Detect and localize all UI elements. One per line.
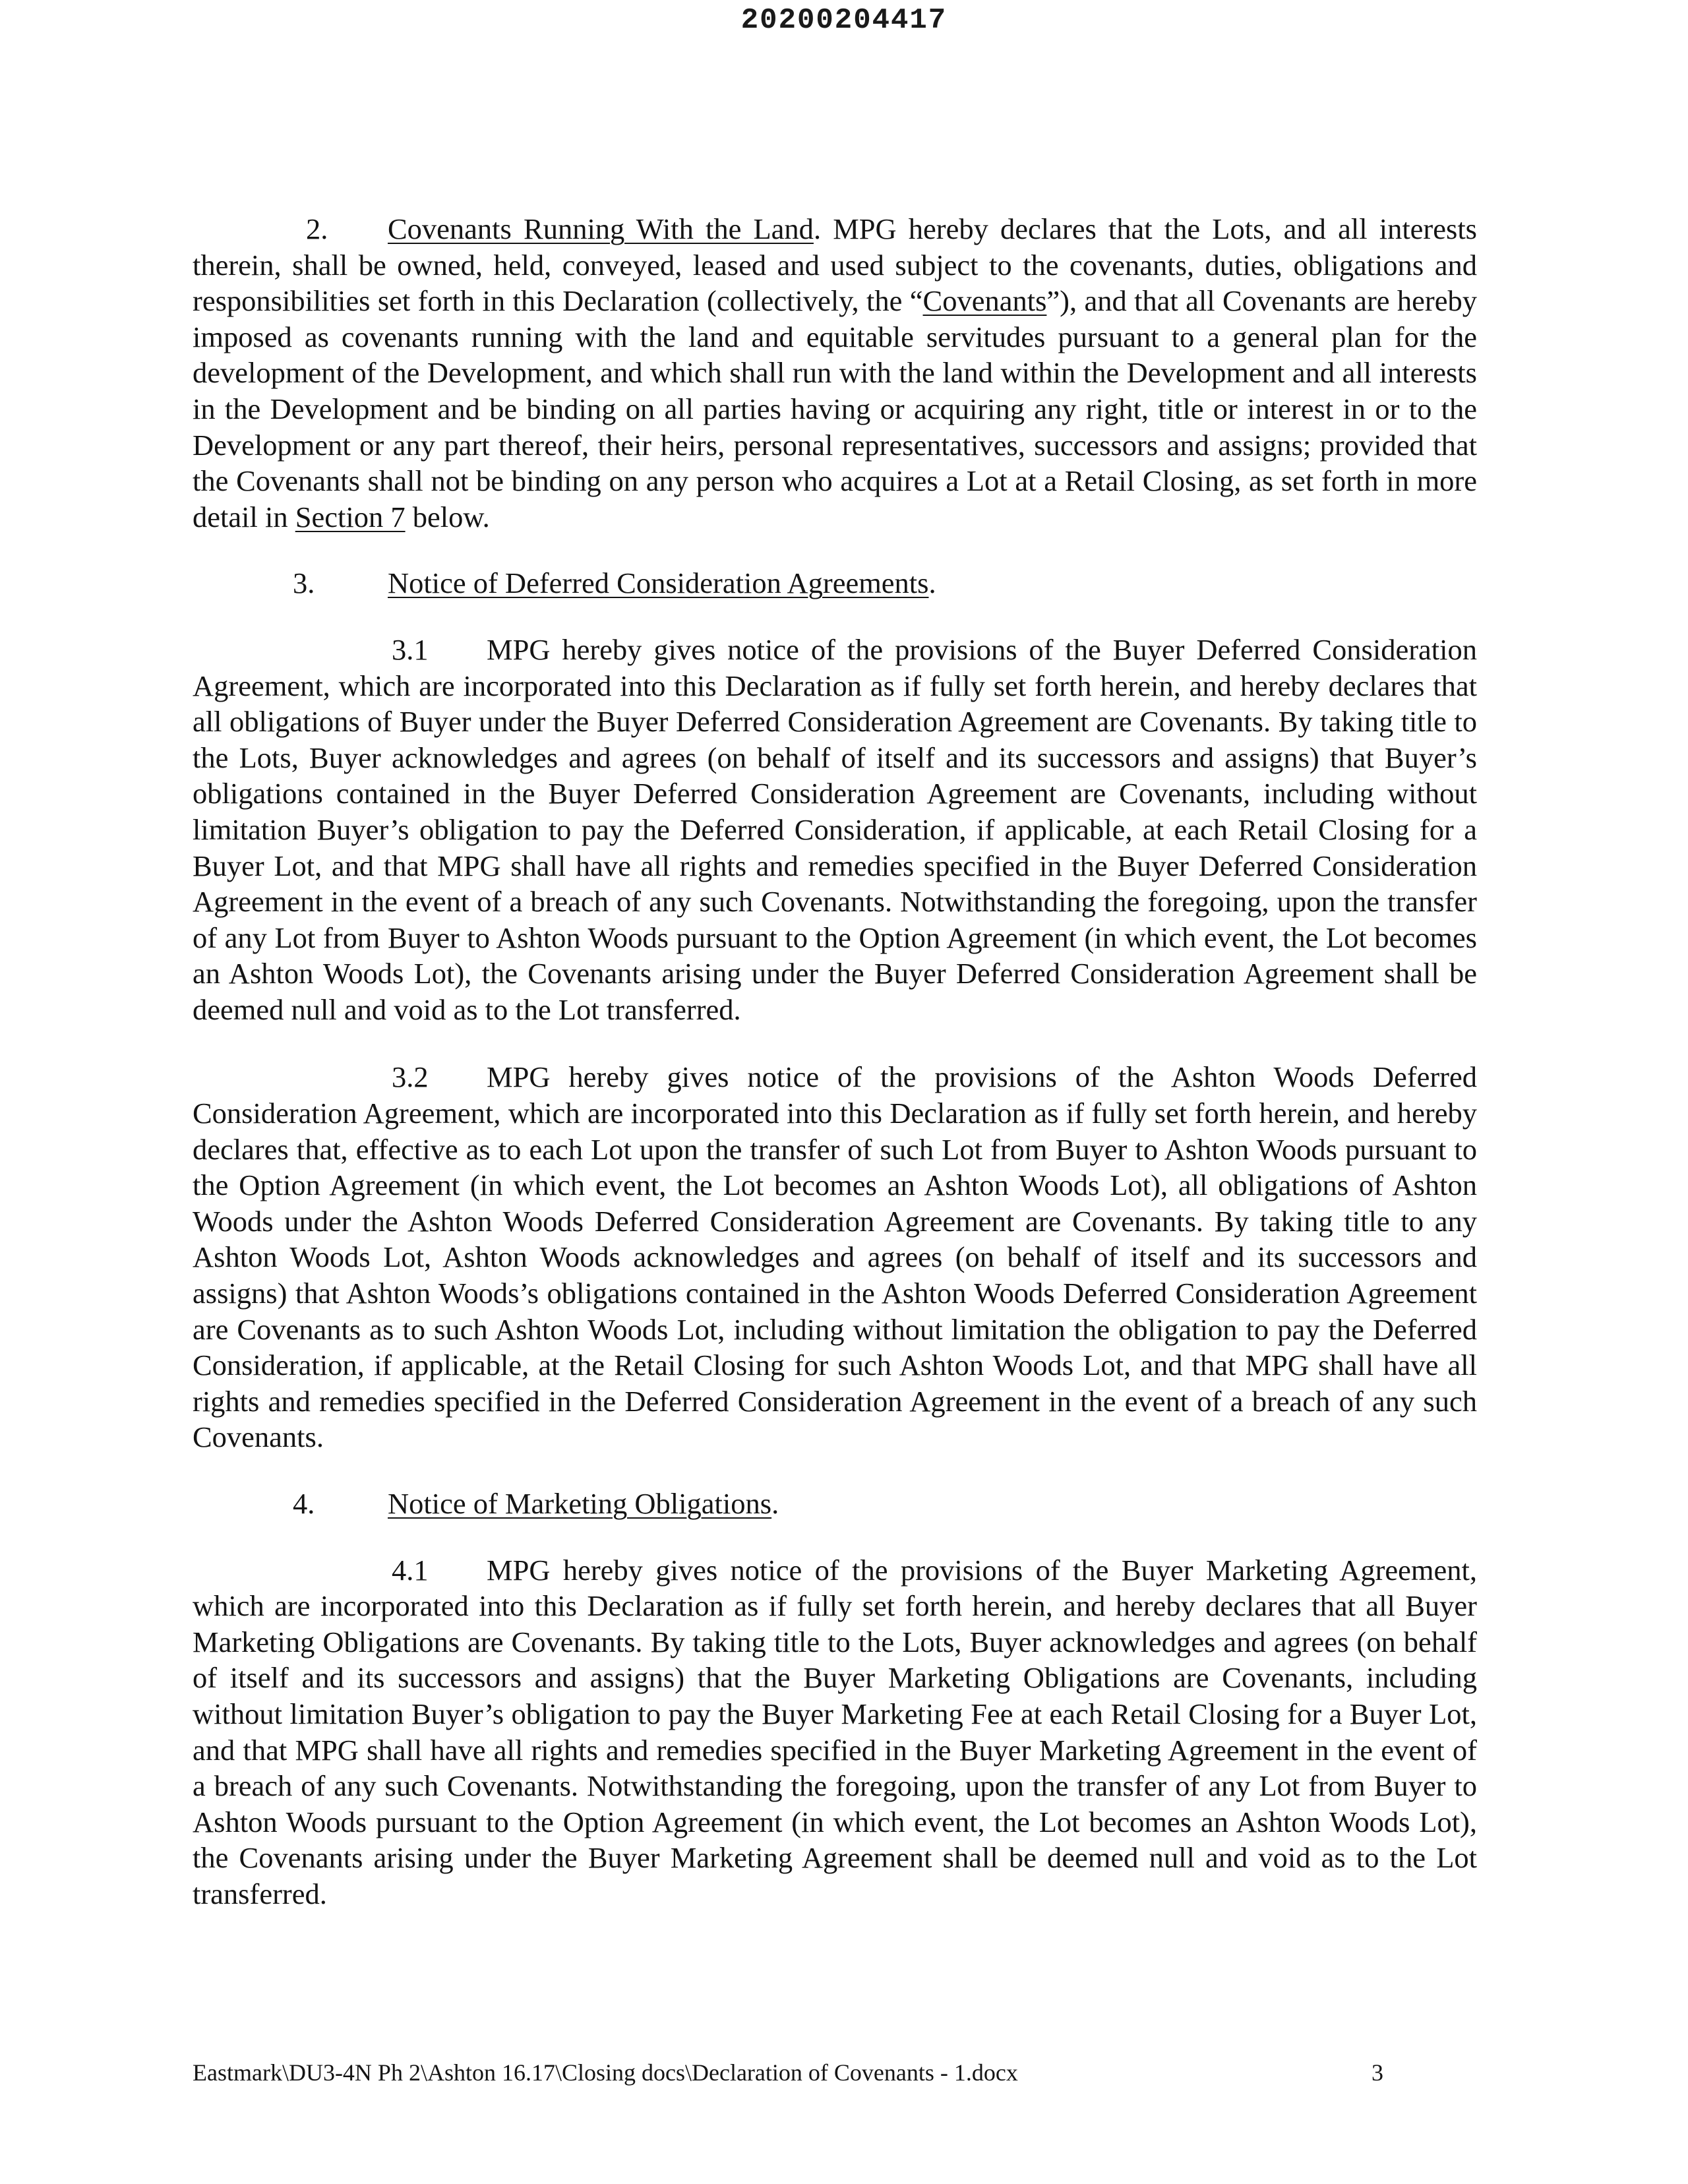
section-4-1-number: 4.1 [392,1553,429,1587]
section-2-paragraph [193,211,1477,535]
section-3-heading [293,565,1477,601]
section-3-1-text: MPG hereby gives notice of the provisions of the Buyer Deferred Consideration Agreement, which are incorporated into this Declaration as if fully set forth herein, and hereby declares that all obligations of Buyer under the Buyer Deferred Consideration Agreement are Covenants. By taking title to the Lots, Buyer acknowledges and agrees (on behalf of itself and its successors and assigns) that Buyer’s obligations contained in the Buyer Deferred Consideration Agreement are Covenants, including without limitation Buyer’s obligation to pay the Deferred Consideration, if applicable, at each Retail Closing for a Buyer Lot, and that MPG shall have all rights and remedies specified in the Buyer Deferred Consideration Agreement in the event of a breach of any such Covenants. Notwithstanding the foregoing, upon the transfer of any Lot from Buyer to Ashton Woods pursuant to the Option Agreement (in which event, the Lot becomes an Ashton Woods Lot), the Covenants arising under the Buyer Deferred Consideration Agreement shall be deemed null and void as to the Lot transferred. [193,632,1477,1026]
footer-page-number: 3 [1372,2059,1383,2086]
section-2-text-part-2: ”), and that all Covenants are hereby imposed as covenants running with the land and equitable servitudes pursuant to a general plan for the development of the Development, and which shall run with the land within the Development and all interests in the Development and be binding on all parties having or acquiring any right, title or interest in or to the Development or any part thereof, their heirs, personal representatives, successors and assigns; provided that the Covenants shall not be binding on any person who acquires a Lot at a Retail Closing, as set forth in more detail in [193,284,1477,533]
section-7-reference: Section 7 [295,500,406,533]
section-2-title: Covenants Running With the Land [388,212,814,245]
section-3-title: Notice of Deferred Consideration Agreements [388,566,929,600]
section-2-text-part-3: below. [405,500,490,533]
section-3-number: 3. [293,566,315,600]
recording-number: 20200204417 [740,4,948,37]
document-body [193,211,1477,1912]
covenants-defined-term: Covenants [922,284,1047,318]
section-4-1-paragraph [193,1552,1477,1912]
section-3-2-paragraph [193,1059,1477,1455]
section-3-title-end: . [928,566,936,600]
section-4-heading [293,1486,1477,1522]
section-4-1-text: MPG hereby gives notice of the provisions of the Buyer Marketing Agreement, which are incorporated into this Declaration as if fully set forth herein, and hereby declares that all Buyer Marketing Obligations are Covenants. By taking title to the Lots, Buyer acknowledges and agrees (on behalf of itself and its successors and assigns) that the Buyer Marketing Obligations are Covenants, including without limitation Buyer’s obligation to pay the Buyer Marketing Fee at each Retail Closing for a Buyer Lot, and that MPG shall have all rights and remedies specified in the Buyer Marketing Agreement in the event of a breach of any such Covenants. Notwithstanding the foregoing, upon the transfer of any Lot from Buyer to Ashton Woods pursuant to the Option Agreement (in which event, the Lot becomes an Ashton Woods Lot), the Covenants arising under the Buyer Marketing Agreement shall be deemed null and void as to the Lot transferred. [193,1553,1477,1910]
section-2-text-part-1: . MPG hereby declares that the Lots, and all interests therein, shall be owned, held, conveyed, leased and used subject to the covenants, duties, obligations and responsibilities set forth in this Declaration (collectively, the “ [193,212,1477,318]
footer-file-path: Eastmark\DU3-4N Ph 2\Ashton 16.17\Closing docs\Declaration of Covenants - 1.docx [193,2059,1018,2086]
section-3-2-text: MPG hereby gives notice of the provisions of the Ashton Woods Deferred Consideration Agreement, which are incorporated into this Declaration as if fully set forth herein, and hereby declares that, effective as to each Lot upon the transfer of such Lot from Buyer to Ashton Woods pursuant to the Option Agreement (in which event, the Lot becomes an Ashton Woods Lot), all obligations of Ashton Woods under the Ashton Woods Deferred Consideration Agreement are Covenants. By taking title to any Ashton Woods Lot, Ashton Woods acknowledges and agrees (on behalf of itself and its successors and assigns) that Ashton Woods’s obligations contained in the Ashton Woods Deferred Consideration Agreement are Covenants as to such Ashton Woods Lot, including without limitation the obligation to pay the Deferred Consideration, if applicable, at the Retail Closing for such Ashton Woods Lot, and that MPG shall have all rights and remedies specified in the Deferred Consideration Agreement in the event of a breach of any such Covenants. [193,1060,1477,1454]
section-3-2-number: 3.2 [392,1060,429,1094]
section-3-1-paragraph [193,632,1477,1028]
section-4-title-end: . [771,1487,779,1520]
section-4-title: Notice of Marketing Obligations [388,1487,772,1520]
section-2-number: 2. [306,212,328,245]
section-4-number: 4. [293,1487,315,1520]
section-3-1-number: 3.1 [392,632,429,666]
